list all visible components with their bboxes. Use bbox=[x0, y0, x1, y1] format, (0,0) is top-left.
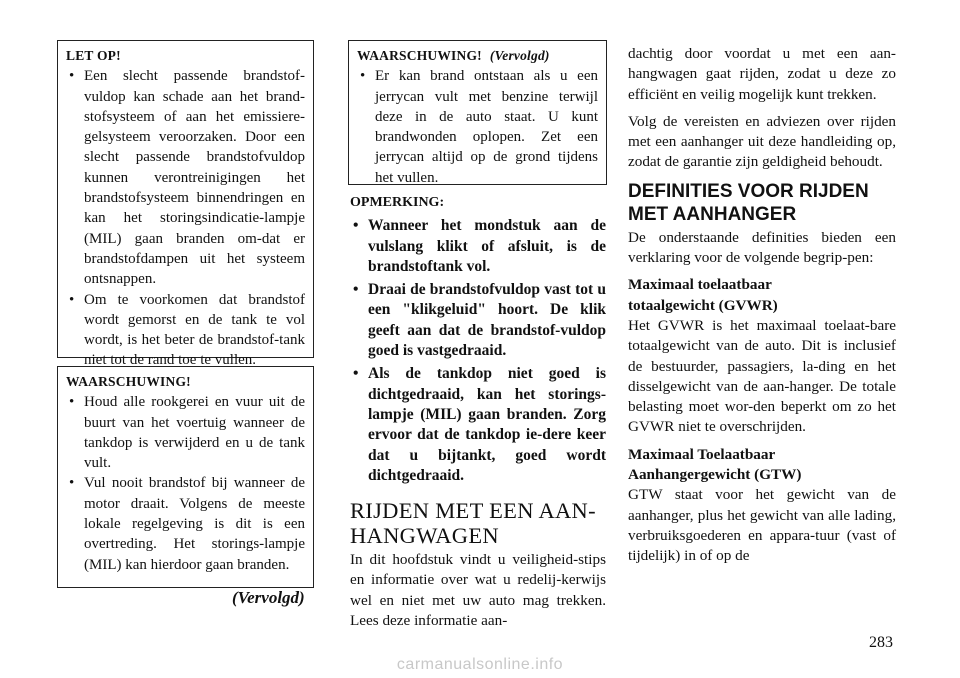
towing-heading bbox=[350, 498, 606, 548]
towing-heading-line2: HANGWAGEN bbox=[350, 523, 499, 549]
warning-continued-title-text: WAARSCHUWING! bbox=[357, 48, 482, 63]
warning-continued-title bbox=[357, 46, 598, 66]
caution-title: LET OP! bbox=[66, 48, 121, 63]
note-item: • Draai de brandstofvuldop vast tot u een "klikgeluid" hoort. De klik geeft aan dat de brandstof-vuldop goed is vastgedraaid. bbox=[350, 280, 606, 361]
warning-item: • Vul nooit brandstof bij wanneer de motor draait. Volgens de meeste lokale regelgeving is dit is een overtreding. Het storings-lampje (MIL) kan hierdoor gaan branden. bbox=[66, 473, 305, 574]
note-item: • Als de tankdop niet goed is dichtgedraaid, kan het storings-lampje (MIL) gaan branden. Zorg ervoor dat de tankdop ie-dere keer dat u bijtankt, goed wordt dichtgedraaid. bbox=[350, 364, 606, 486]
towing-paragraph: Volg de vereisten en adviezen over rijden met een aanhanger uit deze handleiding op, zodat de garantie zijn geldigheid behoudt. bbox=[628, 112, 896, 171]
gvwr-text: Het GVWR is het maximaal toelaat-bare totaalgewicht van de auto. Dit is inclusief de bestuurder, passagiers, la-ding en het disselgewicht van de aan-hanger. De totale belasting moet wor-den beperkt om zo het GVWR niet te overschrijden. bbox=[628, 316, 896, 436]
definitions-heading-line2: MET AANHANGER bbox=[628, 203, 797, 225]
gvwr-title-line2: totaalgewicht (GVWR) bbox=[628, 296, 778, 314]
warning-item: • Houd alle rookgerei en vuur uit de buurt van het voertuig wanneer de tankdop is verwijderd en u de tank vult. bbox=[66, 392, 305, 473]
warning-box bbox=[57, 366, 314, 588]
gtw-title-line2: Aanhangergewicht (GTW) bbox=[628, 466, 802, 484]
towing-intro-continued: dachtig door voordat u met een aan-hangwagen gaat rijden, zodat u deze zo efficiënt en veilig mogelijk kunt trekken. bbox=[628, 45, 896, 103]
caution-box bbox=[57, 40, 314, 369]
towing-intro: In dit hoofdstuk vindt u veiligheid-stips en informatie over wat u redelij-kerwijs wel en niet met uw auto mag trekken. Lees deze informatie aan- bbox=[350, 551, 606, 630]
note-list bbox=[350, 216, 606, 486]
gtw-text: GTW staat voor het gewicht van de aanhanger, plus het gewicht van alle lading, verbruiksgoederen en appara-tuur (vast of tijdelijk) in of op de bbox=[628, 486, 896, 565]
warning-title: WAARSCHUWING! bbox=[66, 374, 191, 389]
towing-heading-line1: RIJDEN MET EEN AAN- bbox=[350, 498, 596, 524]
continued-label: (Vervolgd) bbox=[232, 588, 305, 607]
gvwr-title-line1: Maximaal toelaatbaar bbox=[628, 276, 772, 294]
note-label: OPMERKING: bbox=[350, 195, 445, 210]
right-column bbox=[628, 44, 896, 567]
warning-continued-box bbox=[348, 40, 607, 185]
definitions-heading-line1: DEFINITIES VOOR RIJDEN bbox=[628, 180, 869, 202]
gtw-title bbox=[628, 445, 896, 486]
page-number: 283 bbox=[869, 634, 893, 651]
caution-item: • Een slecht passende brandstof-vuldop kan schade aan het brand-stofsysteem of aan het emissiere-gelsysteem veroorzaken. Door een slecht passende brandstofvuldop kunnen verontreinigingen het brandstofsysteem binnendringen en kan het storingsindicatie-lampje (MIL) gaan branden om-dat er brandstofdampen uit het systeem ontsnappen. bbox=[66, 66, 305, 289]
warning-list bbox=[66, 392, 305, 575]
caution-list bbox=[66, 66, 305, 370]
caution-item: • Om te voorkomen dat brandstof wordt gemorst en de tank te vol wordt, is het beter de brandstof-tank niet tot de rand toe te vullen. bbox=[66, 290, 305, 371]
warning-continued-suffix: (Vervolgd) bbox=[489, 48, 550, 63]
note-item: • Wanneer het mondstuk aan de vulslang klikt of afsluit, is de brandstoftank vol. bbox=[350, 216, 606, 277]
gtw-title-line1: Maximaal Toelaatbaar bbox=[628, 445, 776, 463]
warning-continued-item: • Er kan brand ontstaan als u een jerrycan vult met benzine terwijl deze in de auto staat. U kunt brandwonden oplopen. Zet een jerrycan altijd op de grond tijdens het vullen. bbox=[357, 66, 598, 188]
definitions-heading bbox=[628, 180, 896, 226]
middle-column bbox=[350, 193, 606, 631]
watermark: carmanualsonline.info bbox=[396, 656, 564, 673]
definitions-intro: De onderstaande definities bieden een verklaring voor de volgende begrip-pen: bbox=[628, 228, 896, 267]
warning-continued-list bbox=[357, 66, 598, 188]
gvwr-title bbox=[628, 275, 896, 316]
